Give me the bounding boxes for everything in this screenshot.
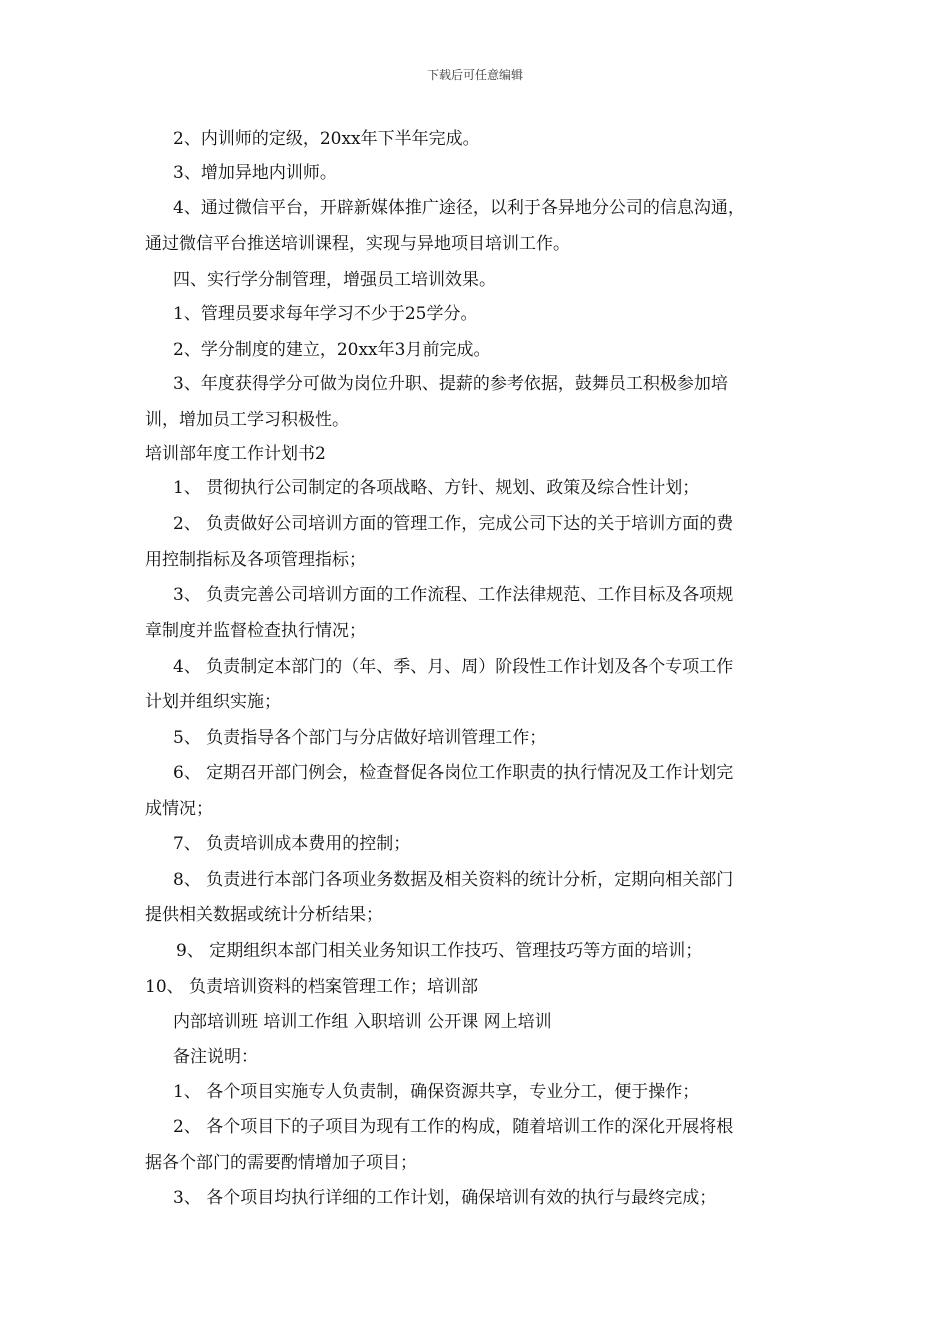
paragraph-line: 6、 定期召开部门例会，检查督促各岗位工作职责的执行情况及工作计划完 bbox=[173, 763, 734, 783]
section-heading: 培训部年度工作计划书2 bbox=[145, 444, 326, 464]
paragraph-line: 1、管理员要求每年学习不少于25学分。 bbox=[173, 304, 478, 324]
paragraph-line: 4、 负责制定本部门的（年、季、月、周）阶段性工作计划及各个专项工作 bbox=[173, 657, 734, 677]
paragraph-line: 3、增加异地内训师。 bbox=[173, 163, 337, 183]
paragraph-line: 成情况； bbox=[145, 799, 213, 819]
paragraph-line: 2、内训师的定级，20xx年下半年完成。 bbox=[173, 129, 480, 149]
paragraph-line: 用控制指标及各项管理指标； bbox=[145, 550, 366, 570]
paragraph-line: 1、 各个项目实施专人负责制，确保资源共享，专业分工，便于操作； bbox=[173, 1082, 700, 1102]
paragraph-line: 3、 各个项目均执行详细的工作计划，确保培训有效的执行与最终完成； bbox=[173, 1188, 717, 1208]
paragraph-line: 2、 各个项目下的子项目为现有工作的构成，随着培训工作的深化开展将根 bbox=[173, 1117, 734, 1137]
paragraph-line: 通过微信平台推送培训课程，实现与异地项目培训工作。 bbox=[145, 234, 570, 254]
paragraph-line: 8、 负责进行本部门各项业务数据及相关资料的统计分析，定期向相关部门 bbox=[173, 870, 734, 890]
paragraph-line: 1、 贯彻执行公司制定的各项战略、方针、规划、政策及综合性计划； bbox=[173, 478, 700, 498]
paragraph-line: 章制度并监督检查执行情况； bbox=[145, 621, 366, 641]
paragraph-line: 5、 负责指导各个部门与分店做好培训管理工作； bbox=[173, 728, 547, 748]
paragraph-line: 10、 负责培训资料的档案管理工作；培训部 bbox=[145, 977, 479, 997]
training-categories-line: 内部培训班 培训工作组 入职培训 公开课 网上培训 bbox=[173, 1012, 552, 1032]
paragraph-line: 4、通过微信平台，开辟新媒体推广途径，以利于各异地分公司的信息沟通， bbox=[173, 198, 745, 218]
paragraph-line: 3、年度获得学分可做为岗位升职、提薪的参考依据，鼓舞员工积极参加培 bbox=[173, 374, 728, 394]
paragraph-line: 提供相关数据或统计分析结果； bbox=[145, 905, 383, 925]
paragraph-line: 训，增加员工学习积极性。 bbox=[145, 410, 349, 430]
paragraph-line: 2、学分制度的建立，20xx年3月前完成。 bbox=[173, 340, 491, 360]
paragraph-line: 7、 负责培训成本费用的控制； bbox=[173, 834, 411, 854]
page-header: 下载后可任意编辑 bbox=[426, 68, 523, 82]
paragraph-line: 9、 定期组织本部门相关业务知识工作技巧、管理技巧等方面的培训； bbox=[176, 941, 703, 961]
paragraph-line: 3、 负责完善公司培训方面的工作流程、工作法律规范、工作目标及各项规 bbox=[173, 585, 734, 605]
paragraph-line: 计划并组织实施； bbox=[145, 692, 281, 712]
notes-heading: 备注说明： bbox=[173, 1047, 258, 1067]
paragraph-line: 据各个部门的需要酌情增加子项目； bbox=[145, 1153, 417, 1173]
paragraph-line: 四、实行学分制管理，增强员工培训效果。 bbox=[173, 270, 496, 290]
paragraph-line: 2、 负责做好公司培训方面的管理工作，完成公司下达的关于培训方面的费 bbox=[173, 514, 734, 534]
